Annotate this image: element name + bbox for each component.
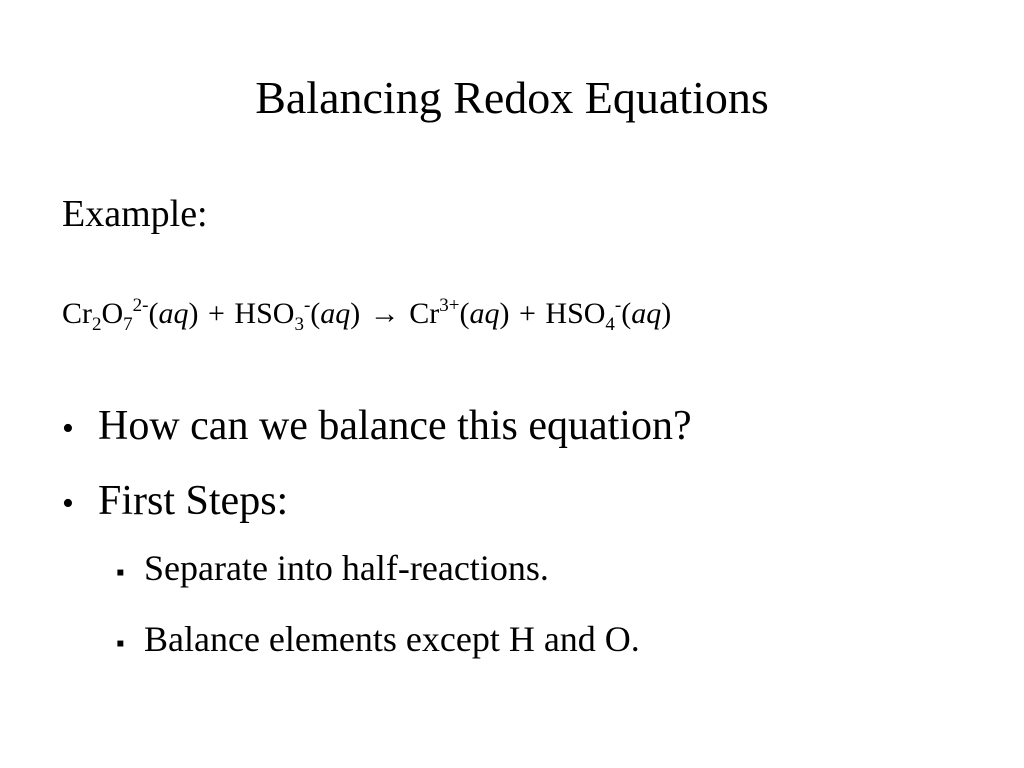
formula-text: HSO	[234, 297, 295, 330]
product-bisulfate	[545, 295, 672, 335]
product-chromium	[409, 297, 509, 330]
example-label: Example:	[62, 193, 208, 235]
subscript: 4	[605, 314, 615, 335]
state-label: aq	[631, 297, 662, 330]
subscript: 3	[294, 314, 304, 335]
reaction-arrow-icon: →	[369, 297, 400, 330]
formula-text: HSO	[545, 297, 606, 330]
state-label: aq	[320, 297, 351, 330]
sub-bullet-text: Separate into half-reactions.	[144, 548, 549, 588]
sub-bullet-item	[116, 615, 962, 668]
bullet-icon: •	[62, 485, 74, 522]
charge-superscript: 3+	[439, 295, 460, 316]
sub-bullet-list	[116, 544, 962, 668]
bullet-icon: •	[62, 410, 74, 447]
reactant-dichromate	[62, 295, 199, 335]
redox-equation	[62, 292, 671, 336]
plus-sign: +	[518, 297, 536, 330]
reactant-bisulfite	[234, 295, 361, 335]
paren: )	[499, 297, 510, 330]
sub-bullet-item	[116, 544, 962, 597]
formula-text: Cr	[409, 297, 440, 330]
paren: (	[310, 297, 321, 330]
charge-superscript: 2-	[132, 295, 149, 316]
subscript: 7	[123, 314, 133, 335]
paren: (	[148, 297, 159, 330]
bullet-text: First Steps:	[98, 478, 289, 524]
paren: )	[188, 297, 199, 330]
bullet-item	[62, 473, 962, 532]
bullet-text: How can we balance this equation?	[98, 403, 692, 449]
state-label: aq	[158, 297, 189, 330]
square-bullet-icon: ▪	[116, 560, 125, 586]
state-label: aq	[469, 297, 500, 330]
bullet-list	[62, 398, 962, 686]
paren: )	[661, 297, 672, 330]
square-bullet-icon: ▪	[116, 631, 125, 657]
formula-text: Cr	[62, 297, 92, 330]
bullet-item	[62, 398, 962, 457]
paren: (	[621, 297, 632, 330]
sub-bullet-text: Balance elements except H and O.	[144, 619, 640, 659]
slide-title: Balancing Redox Equations	[255, 72, 769, 123]
plus-sign: +	[208, 297, 225, 330]
paren: )	[350, 297, 361, 330]
paren: (	[459, 297, 470, 330]
charge-superscript: -	[614, 295, 622, 316]
charge-superscript: -	[303, 295, 311, 316]
formula-text: O	[101, 297, 124, 330]
subscript: 2	[92, 314, 102, 335]
